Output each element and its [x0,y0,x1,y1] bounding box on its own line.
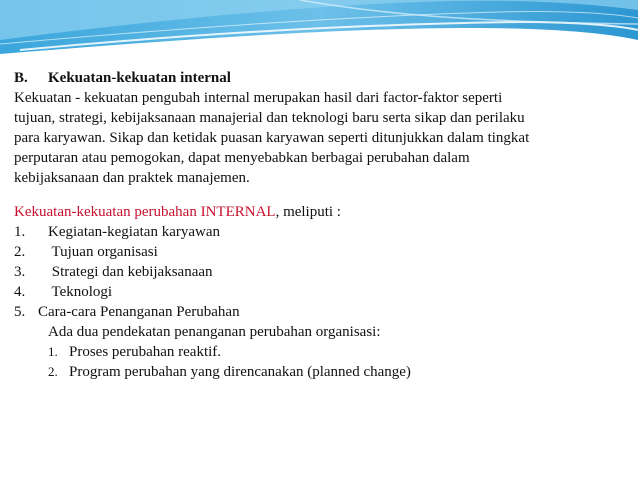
list-item [14,222,629,242]
list-item-number: 1. [14,224,26,240]
sub-list-item [14,362,629,382]
section-heading-title: Kekuatan-kekuatan internal [48,70,231,86]
body-paragraph [14,88,629,188]
sub-list-item-number: 1. [48,344,58,359]
list-item-number: 2. [14,244,26,260]
list-item-text: Tujuan organisasi [48,244,158,260]
list-item-number: 4. [14,284,26,300]
list-item-text: Kegiatan-kegiatan karyawan [48,224,220,240]
item-5-description: Ada dua pendekatan penanganan perubahan organisasi: [48,324,381,340]
lead-highlight-text: Kekuatan-kekuatan perubahan INTERNAL [14,204,276,220]
sub-list-item [14,342,629,362]
factor-list [14,222,629,322]
approach-sub-list [14,342,629,382]
list-item-text: Strategi dan kebijaksanaan [48,264,213,280]
paragraph-line: tujuan, strategi, kebijaksanaan manajerial dan teknologi baru serta sikap dan perilaku [14,110,525,126]
list-item-text: Teknologi [48,284,113,300]
section-heading-number: B. [14,70,28,86]
paragraph-line: para karyawan. Sikap dan ketidak puasan karyawan seperti ditunjukkan dalam tingkat [14,130,530,146]
list-item [14,282,629,302]
list-lead-sentence [14,202,629,222]
section-heading [14,68,629,88]
header-wave-decoration [0,0,638,64]
slide-content [14,68,629,382]
paragraph-line: perputaran atau pemogokan, dapat menyebabkan berbagai perubahan dalam [14,150,470,166]
list-item-text: Cara-cara Penanganan Perubahan [38,304,240,320]
sub-list-item-text: Proses perubahan reaktif. [69,344,222,360]
list-item [14,302,629,322]
list-item [14,262,629,282]
paragraph-spacer [14,188,629,202]
paragraph-line: Kekuatan - kekuatan pengubah internal merupakan hasil dari factor-faktor seperti [14,90,503,106]
sub-list-item-text: Program perubahan yang direncanakan (planned change) [69,364,411,380]
list-item-number: 5. [14,304,26,320]
lead-rest-text: , meliputi : [275,204,341,220]
list-item [14,242,629,262]
list-item-number: 3. [14,264,26,280]
paragraph-line: kebijaksanaan dan praktek manajemen. [14,170,250,186]
sub-list-item-number: 2. [48,364,58,379]
